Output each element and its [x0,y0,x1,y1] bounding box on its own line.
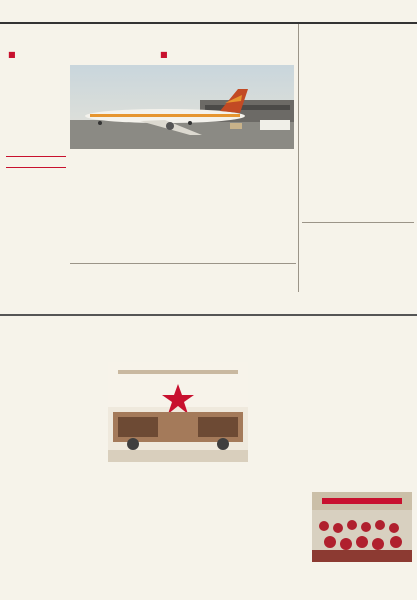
crowd-image [312,492,412,562]
event-photo [312,492,412,562]
top-story-subhead-left [8,50,16,59]
airport-photo [70,65,294,149]
pull-quote-3 [166,207,226,217]
masthead [0,0,417,24]
right-column-divider [298,24,299,292]
square-bullet-icon: ■ [160,50,168,59]
pull-quote-2 [6,188,66,198]
top-story-subhead-right [160,50,168,59]
section-divider [0,314,417,316]
interior-image [108,362,248,462]
bottom-box [255,362,307,374]
mid-story-divider [70,263,296,264]
courtyard-photo [108,362,248,462]
masthead-divider [0,22,417,24]
bottom-section-label [108,466,168,476]
right-story2-divider [302,222,414,223]
square-bullet-icon: ■ [8,50,16,59]
airplane-image [70,65,294,149]
top-story-col1 [6,65,66,290]
pull-quote-1 [6,156,66,168]
